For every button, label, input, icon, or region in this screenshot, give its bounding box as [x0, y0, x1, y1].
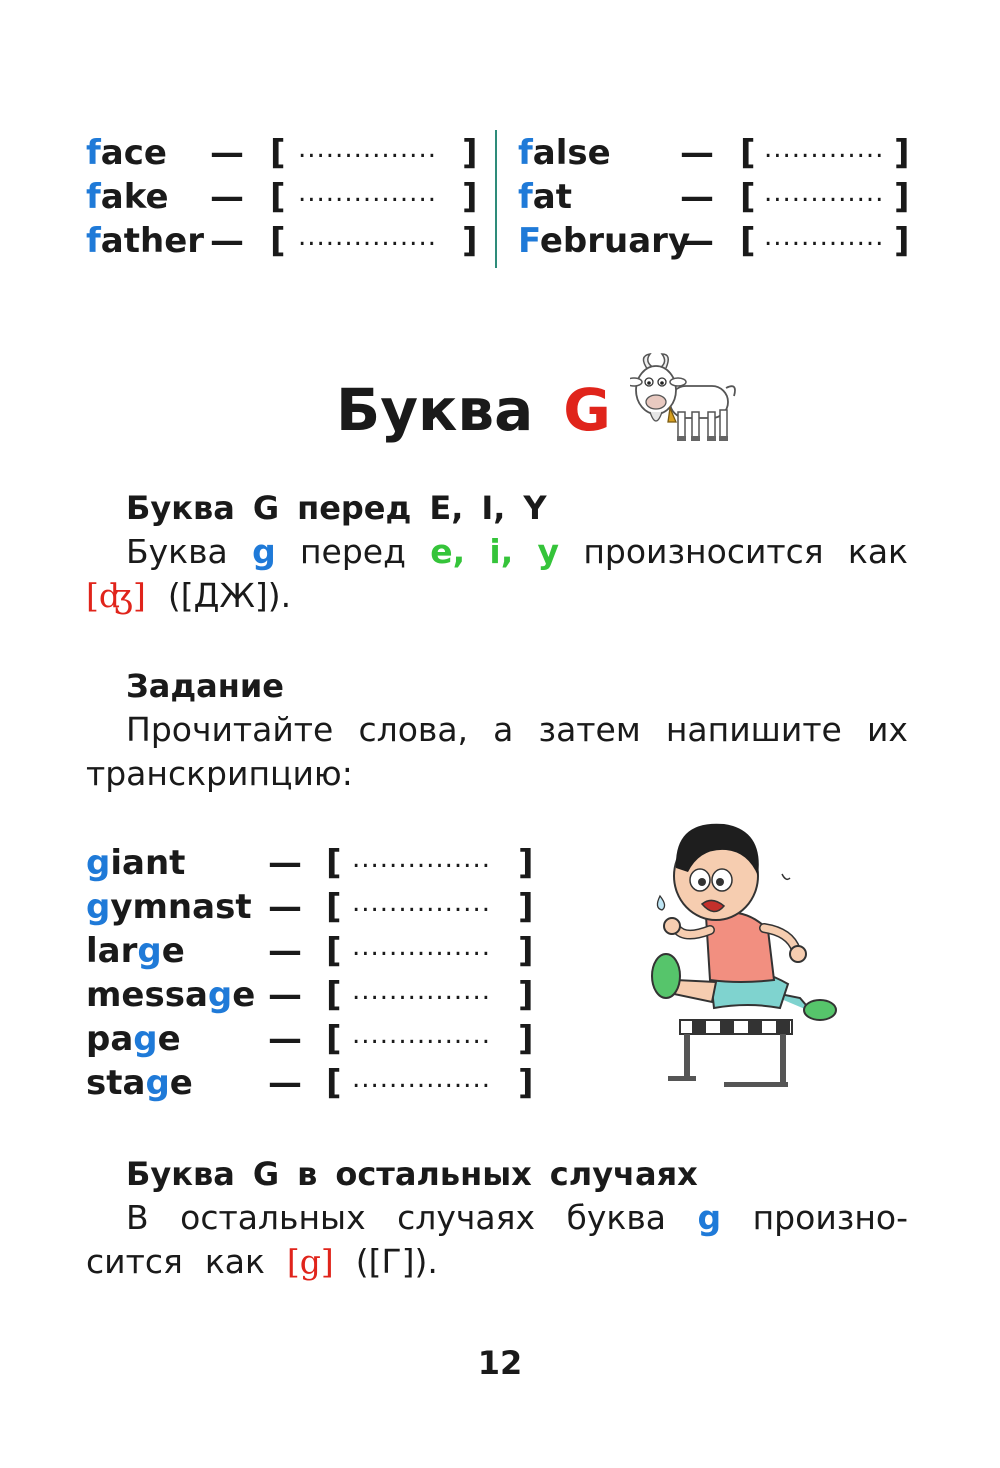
ipa-transcription: [g]: [286, 1242, 334, 1281]
answer-blank: ...............: [298, 134, 437, 164]
word: [86, 174, 169, 220]
russian-sound: ([Г]).: [355, 1242, 438, 1281]
text-word: их: [866, 710, 908, 749]
vowel-e: e,: [430, 532, 466, 571]
title-part: перед: [297, 489, 412, 527]
letter-g: g: [697, 1198, 722, 1237]
title-part: в: [297, 1155, 318, 1193]
letter-g: g: [252, 532, 276, 571]
dash: —: [680, 177, 714, 217]
word-initial: f: [518, 133, 533, 173]
answer-blank: ...............: [352, 888, 491, 918]
close-bracket: ]: [894, 221, 910, 261]
answer-blank: .............: [764, 134, 885, 164]
answer-blank: ...............: [352, 976, 491, 1006]
word-rest: ather: [100, 221, 205, 261]
open-bracket: [: [326, 887, 342, 927]
paragraph-line: [86, 1240, 908, 1284]
ipa-transcription: [ʤ]: [86, 576, 146, 615]
open-bracket: [: [326, 931, 342, 971]
title-part: остальных: [335, 1155, 532, 1193]
open-bracket: [: [740, 133, 756, 173]
dash: —: [268, 887, 302, 927]
title-word: Буква: [336, 376, 534, 444]
close-bracket: ]: [894, 177, 910, 217]
rule-paragraph-1: [86, 530, 908, 618]
letter-g: g: [207, 975, 233, 1015]
word: [518, 174, 572, 220]
open-bracket: [: [270, 133, 286, 173]
title-part: I,: [481, 489, 506, 527]
text-word: как: [204, 1242, 265, 1281]
dash: —: [268, 1019, 302, 1059]
goat-icon: [630, 352, 740, 444]
word-rest: ebruary: [539, 221, 691, 261]
boy-hurdle-icon: [640, 812, 840, 1092]
column-divider: [495, 130, 497, 268]
open-bracket: [: [326, 1063, 342, 1103]
dash: —: [268, 1063, 302, 1103]
answer-blank: .............: [764, 178, 885, 208]
title-part: G: [252, 489, 280, 527]
task-title: Задание: [126, 667, 284, 705]
text-word: произно-: [752, 1198, 908, 1237]
text-word: затем: [538, 710, 641, 749]
text-word: слова,: [358, 710, 469, 749]
dash: —: [268, 931, 302, 971]
letter-g: g: [145, 1063, 170, 1103]
open-bracket: [: [326, 1019, 342, 1059]
rule-paragraph-2: [86, 1196, 908, 1284]
letter-g: g: [86, 887, 111, 927]
text-word: произносится: [583, 532, 824, 571]
dash: —: [210, 221, 244, 261]
dash: —: [210, 177, 244, 217]
text-word: буква: [566, 1198, 666, 1237]
word: gymnast: [86, 887, 252, 927]
paragraph-line: [86, 708, 908, 752]
page-title: [336, 372, 611, 448]
word: large: [86, 931, 185, 971]
task-paragraph: [86, 708, 908, 796]
letter-g: g: [137, 931, 162, 971]
close-bracket: ]: [462, 177, 478, 217]
close-bracket: ]: [518, 975, 534, 1015]
letter-g: g: [133, 1019, 158, 1059]
answer-blank: ...............: [352, 1064, 491, 1094]
word-initial: f: [86, 221, 101, 261]
dash: —: [268, 975, 302, 1015]
title-part: Буква: [126, 489, 235, 527]
word: message: [86, 975, 256, 1015]
title-part: Буква: [126, 1155, 235, 1193]
open-bracket: [: [740, 221, 756, 261]
word: [518, 130, 611, 176]
dash: —: [268, 843, 302, 883]
close-bracket: ]: [518, 843, 534, 883]
close-bracket: ]: [894, 133, 910, 173]
word: [518, 218, 690, 264]
close-bracket: ]: [518, 887, 534, 927]
close-bracket: ]: [462, 221, 478, 261]
text-word: случаях: [397, 1198, 535, 1237]
word-initial: f: [518, 177, 533, 217]
vowel-i: i,: [489, 532, 514, 571]
answer-blank: .............: [764, 222, 885, 252]
answer-blank: ...............: [298, 222, 437, 252]
text-word: а: [493, 710, 514, 749]
text-word: как: [847, 532, 908, 571]
title-part: случаях: [549, 1155, 698, 1193]
word-initial: F: [518, 221, 540, 261]
word-initial: f: [86, 133, 101, 173]
close-bracket: ]: [518, 1063, 534, 1103]
word-rest: alse: [532, 133, 611, 173]
text-word: Буква: [126, 532, 228, 571]
section-title-g-before-eiy: [126, 486, 547, 530]
word: stage: [86, 1063, 193, 1103]
title-part: E,: [429, 489, 464, 527]
dash: —: [680, 221, 714, 261]
paragraph-line: [86, 752, 908, 796]
word-rest: at: [532, 177, 572, 217]
text-word: транскрипцию:: [86, 754, 353, 793]
close-bracket: ]: [462, 133, 478, 173]
word: [86, 130, 167, 176]
open-bracket: [: [326, 843, 342, 883]
title-part: G: [252, 1155, 280, 1193]
word-initial: f: [86, 177, 101, 217]
word: giant: [86, 843, 186, 883]
word: [86, 218, 204, 264]
answer-blank: ...............: [352, 844, 491, 874]
text-word: В: [126, 1198, 149, 1237]
word-rest: ake: [100, 177, 169, 217]
dash: —: [680, 133, 714, 173]
answer-blank: ...............: [298, 178, 437, 208]
page-number: 12: [477, 1344, 523, 1382]
text-word: перед: [299, 532, 406, 571]
paragraph-line: [86, 530, 908, 574]
dash: —: [210, 133, 244, 173]
text-word: напишите: [665, 710, 842, 749]
text-word: Прочитайте: [126, 710, 334, 749]
paragraph-line: [86, 1196, 908, 1240]
open-bracket: [: [326, 975, 342, 1015]
close-bracket: ]: [518, 931, 534, 971]
open-bracket: [: [270, 177, 286, 217]
paragraph-line: [86, 574, 908, 618]
title-part: Y: [523, 489, 547, 527]
open-bracket: [: [740, 177, 756, 217]
russian-sound: ([ДЖ]).: [167, 576, 292, 615]
answer-blank: ...............: [352, 932, 491, 962]
vowel-y: y: [537, 532, 560, 571]
letter-g: g: [86, 843, 111, 883]
word: page: [86, 1019, 181, 1059]
section-title-g-other-cases: [126, 1152, 698, 1196]
open-bracket: [: [270, 221, 286, 261]
word-rest: ace: [100, 133, 167, 173]
title-letter: G: [563, 376, 611, 444]
close-bracket: ]: [518, 1019, 534, 1059]
answer-blank: ...............: [352, 1020, 491, 1050]
text-word: остальных: [180, 1198, 366, 1237]
text-word: сится: [86, 1242, 183, 1281]
